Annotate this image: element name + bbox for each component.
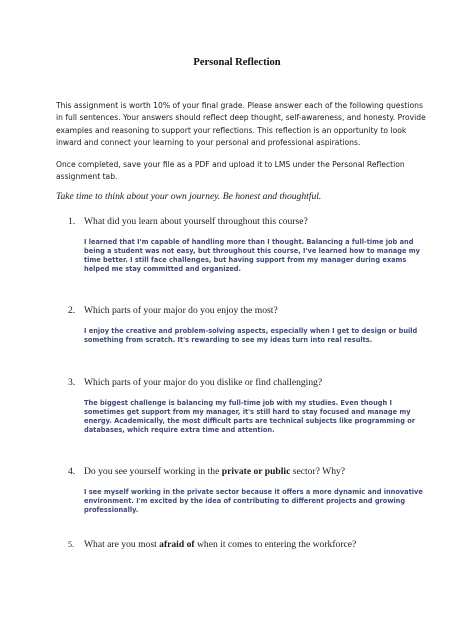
question-text bbox=[84, 539, 356, 550]
intro-paragraph: This assignment is worth 10% of your final grade. Please answer each of the following questions in full sentences. Your answers should reflect deep thought, self-awareness, and honesty. Provide examples and reasoning to support your reflections. This reflection is an opportunity to look inward and connect your learning to your personal and professional aspirations. bbox=[56, 101, 426, 147]
question-text-start: Do you see yourself working in the bbox=[84, 466, 222, 477]
question-number: 3. bbox=[68, 377, 76, 388]
question-text-end: when it comes to entering the workforce? bbox=[194, 539, 357, 550]
answer-2: I enjoy the creative and problem-solving aspects, especially when I get to design or build something from scratch. It's rewarding to see my ideas turn into real results. bbox=[84, 327, 418, 344]
italic-note: Take time to think about your own journey. Be honest and thoughtful. bbox=[56, 191, 322, 202]
question-number: 1. bbox=[68, 216, 76, 227]
answer-4: I see myself working in the private sector because it offers a more dynamic and innovative environment. I'm excited by the idea of contributing to different projects and growing professionally. bbox=[84, 488, 423, 514]
question-text-end: sector? Why? bbox=[290, 466, 346, 477]
question-number: 5. bbox=[68, 540, 74, 549]
question-text: Which parts of your major do you dislike or find challenging? bbox=[84, 377, 323, 388]
answer-1: I learned that I'm capable of handling more than I thought. Balancing a full-time job and being a student was not easy, but throughout this course, I've learned how to manage my time better. I still face challenges, but having support from my manager during exams helped me stay committed and organized. bbox=[84, 238, 420, 273]
question-text bbox=[84, 466, 345, 477]
question-text: What did you learn about yourself throughout this course? bbox=[84, 216, 308, 227]
question-text-start: What are you most bbox=[84, 539, 160, 550]
question-number: 4. bbox=[68, 466, 76, 477]
question-emphasis: private or public bbox=[221, 466, 291, 477]
answer-3: The biggest challenge is balancing my full-time job with my studies. Even though I sometimes get support from my manager, it's still hard to stay focused and manage my energy. Academically, the most difficult parts are technical subjects like programming or databases, which require extra time and attention. bbox=[84, 399, 416, 434]
page-title: Personal Reflection bbox=[193, 57, 281, 68]
question-number: 2. bbox=[68, 305, 76, 316]
question-emphasis: afraid of bbox=[159, 539, 195, 550]
submission-instructions: Once completed, save your file as a PDF and upload it to LMS under the Personal Reflection assignment tab. bbox=[56, 160, 405, 182]
question-text: Which parts of your major do you enjoy the most? bbox=[84, 305, 278, 316]
